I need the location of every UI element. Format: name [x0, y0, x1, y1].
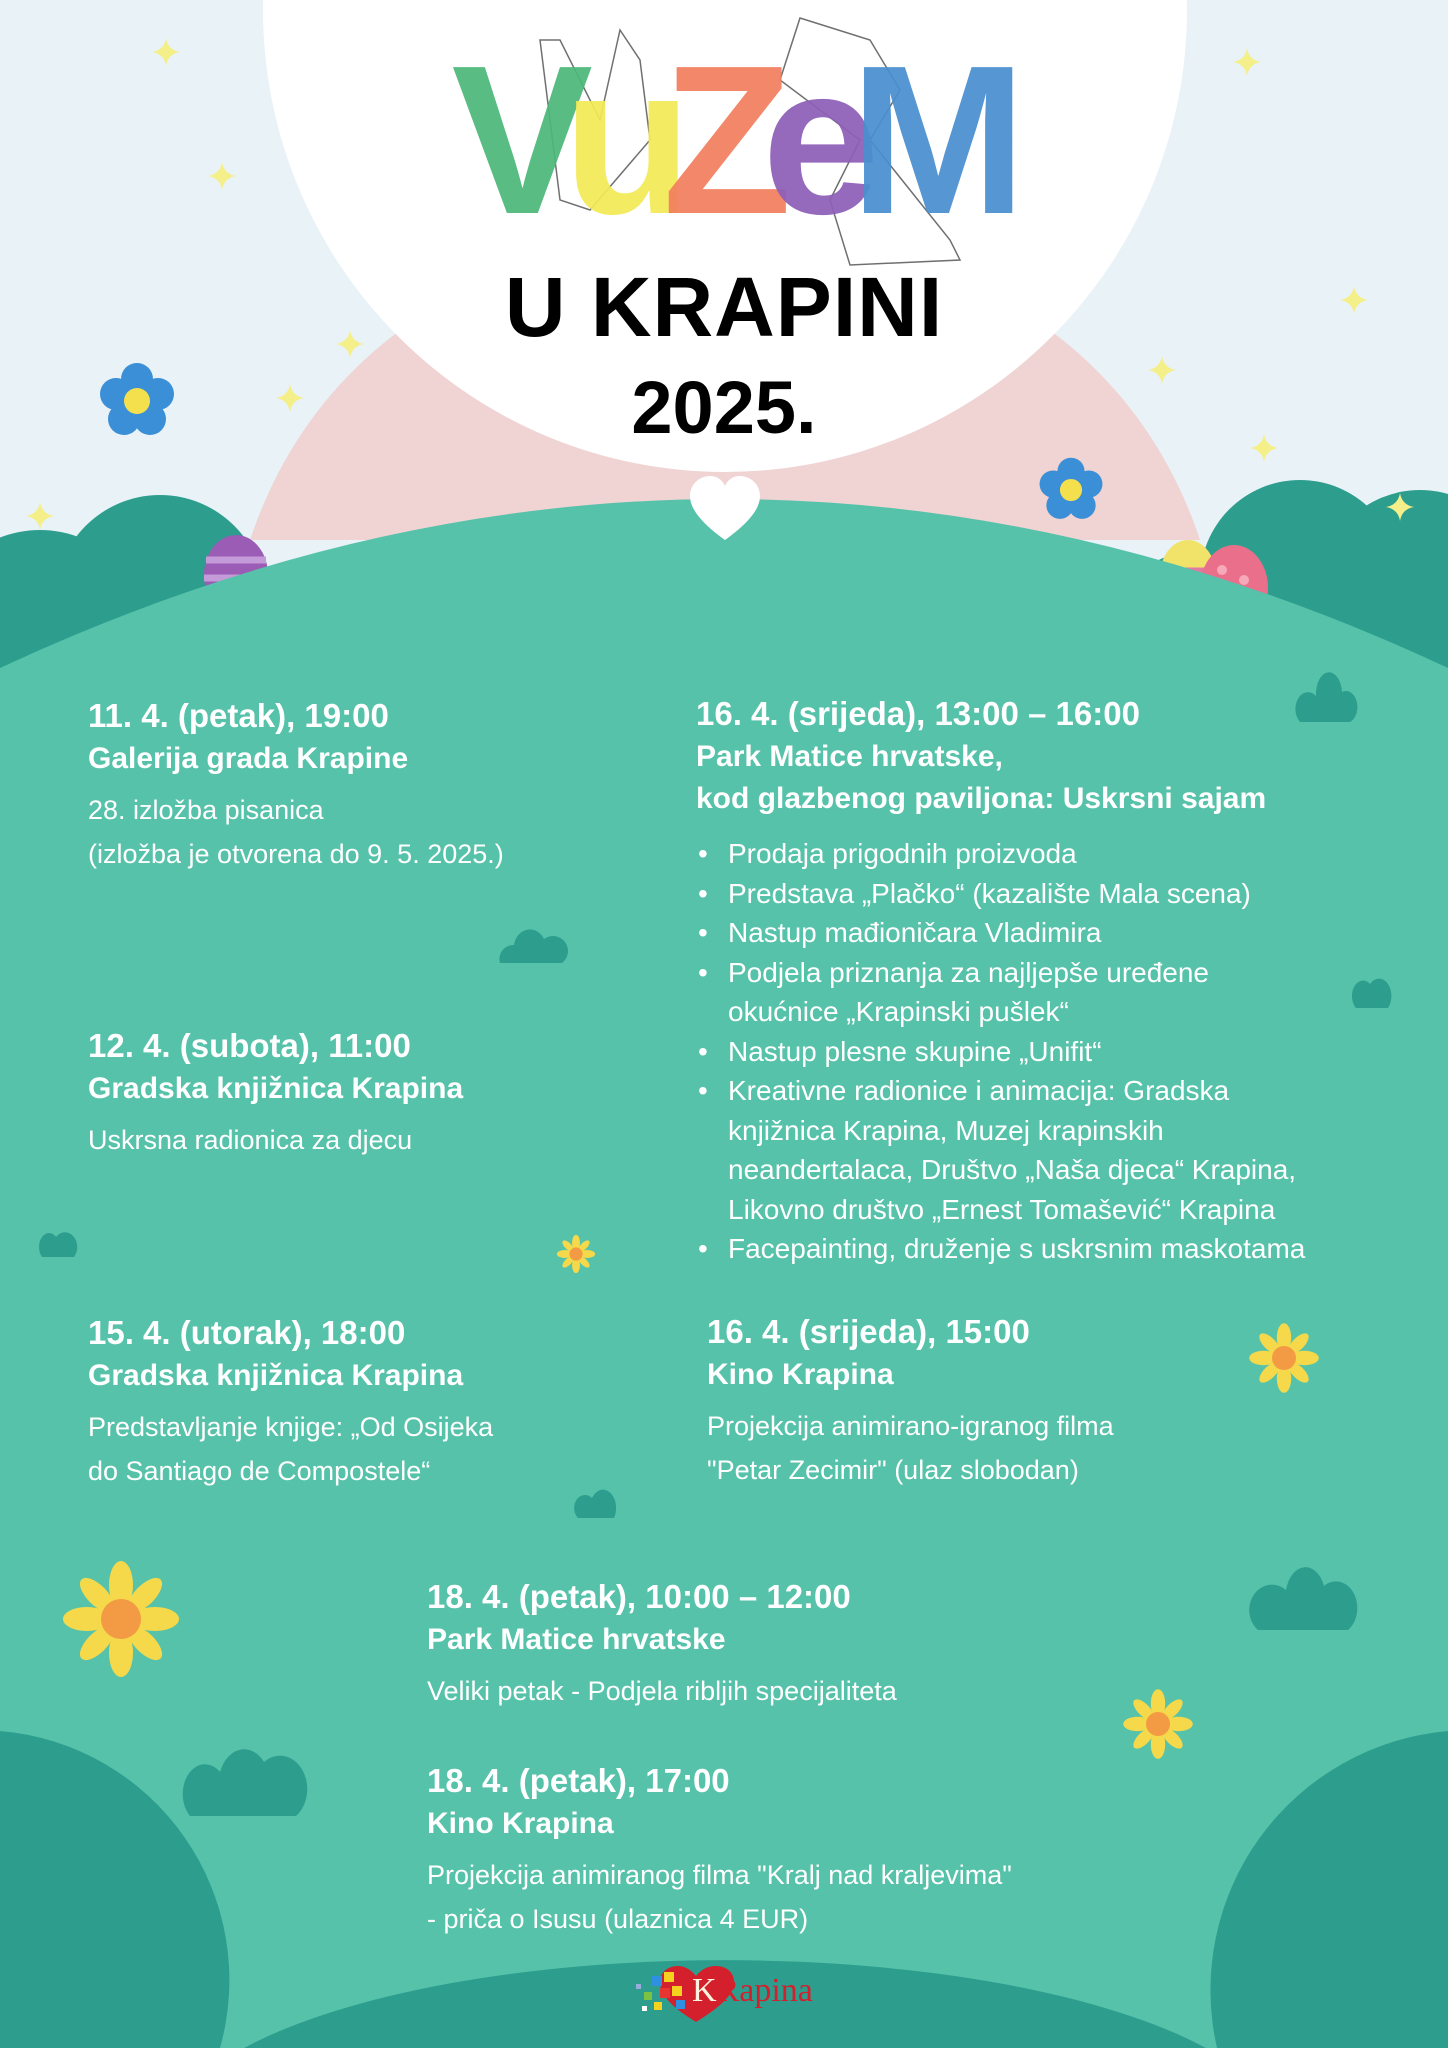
title-letter: V [451, 21, 563, 258]
event-description [427, 1853, 1012, 1941]
event-venue: Park Matice hrvatske [427, 1623, 726, 1656]
description-line: Veliki petak - Podjela ribljih specijaliteta [427, 1676, 897, 1706]
description-line: "Petar Zecimir" (ulaz slobodan) [707, 1455, 1079, 1485]
event-date: 18. 4. (petak), 10:00 – 12:00 [427, 1578, 851, 1615]
event-block [707, 1310, 1114, 1492]
title-letter: Z [662, 21, 762, 258]
event-venue: Galerija grada Krapine [88, 742, 409, 775]
event-date: 12. 4. (subota), 11:00 [88, 1027, 411, 1064]
list-item: • Prodaja prigodnih proizvoda [696, 834, 1305, 874]
event-date: 16. 4. (srijeda), 15:00 [707, 1313, 1030, 1350]
event-description [88, 1118, 463, 1162]
event-date: 11. 4. (petak), 19:00 [88, 697, 389, 734]
event-block [427, 1575, 897, 1713]
event-venue: Kino Krapina [427, 1807, 614, 1840]
event-venue: Gradska knjižnica Krapina [88, 1359, 464, 1392]
description-line: Projekcija animiranog filma "Kralj nad kraljevima" [427, 1860, 1012, 1890]
event-block [427, 1759, 1012, 1941]
list-item: • Nastup mađioničara Vladimira [696, 913, 1305, 953]
event-description [707, 1404, 1114, 1492]
event-block [88, 1311, 493, 1493]
krapina-logo [630, 1962, 830, 2028]
event-description [427, 1669, 897, 1713]
description-line: Predstavljanje knjige: „Od Osijeka [88, 1412, 494, 1442]
subtitle-location: U KRAPINI [504, 260, 944, 354]
event-venue: kod glazbenog paviljona: Uskrsni sajam [696, 782, 1267, 815]
vuzem-logo-title [0, 20, 1448, 260]
description-line: - priča o Isusu (ulaznica 4 EUR) [427, 1904, 809, 1934]
description-line: Uskrsna radionica za djecu [88, 1125, 413, 1155]
event-description [88, 1405, 493, 1493]
list-item: • Facepainting, druženje s uskrsnim maskotama [696, 1229, 1305, 1269]
event-venue: Gradska knjižnica Krapina [88, 1072, 464, 1105]
subtitle-year: 2025. [631, 366, 817, 449]
description-line: Projekcija animirano-igranog filma [707, 1411, 1114, 1441]
list-item: • Podjela priznanja za najljepše uređene okućnice „Krapinski pušlek“ [696, 953, 1305, 1032]
list-item: • Predstava „Plačko“ (kazalište Mala scena) [696, 874, 1305, 914]
logo-text-k: K [692, 1972, 717, 2009]
title-letter: M [849, 21, 997, 258]
event-date: 15. 4. (utorak), 18:00 [88, 1314, 406, 1351]
event-block [696, 692, 1305, 1269]
event-bullet-list [696, 834, 1305, 1269]
event-venue: Kino Krapina [707, 1358, 894, 1391]
title-letter: u [562, 21, 663, 258]
event-date: 16. 4. (srijeda), 13:00 – 16:00 [696, 695, 1140, 732]
description-line: 28. izložba pisanica [88, 795, 324, 825]
event-block [88, 694, 504, 876]
event-date: 18. 4. (petak), 17:00 [427, 1762, 730, 1799]
description-line: do Santiago de Compostele“ [88, 1456, 431, 1486]
event-venue: Park Matice hrvatske, [696, 740, 1003, 773]
event-description [88, 788, 504, 876]
event-block [88, 1024, 463, 1162]
list-item: • Kreativne radionice i animacija: Gradska knjižnica Krapina, Muzej krapinskih neandertalaca, Društvo „Naša djeca“ Krapina, Likovno društvo „Ernest Tomašević“ Krapina [696, 1071, 1305, 1229]
title-letter: e [761, 21, 850, 258]
logo-text-rest: Rapina [716, 1972, 813, 2009]
list-item: • Nastup plesne skupine „Unifit“ [696, 1032, 1305, 1072]
description-line: (izložba je otvorena do 9. 5. 2025.) [88, 839, 504, 869]
